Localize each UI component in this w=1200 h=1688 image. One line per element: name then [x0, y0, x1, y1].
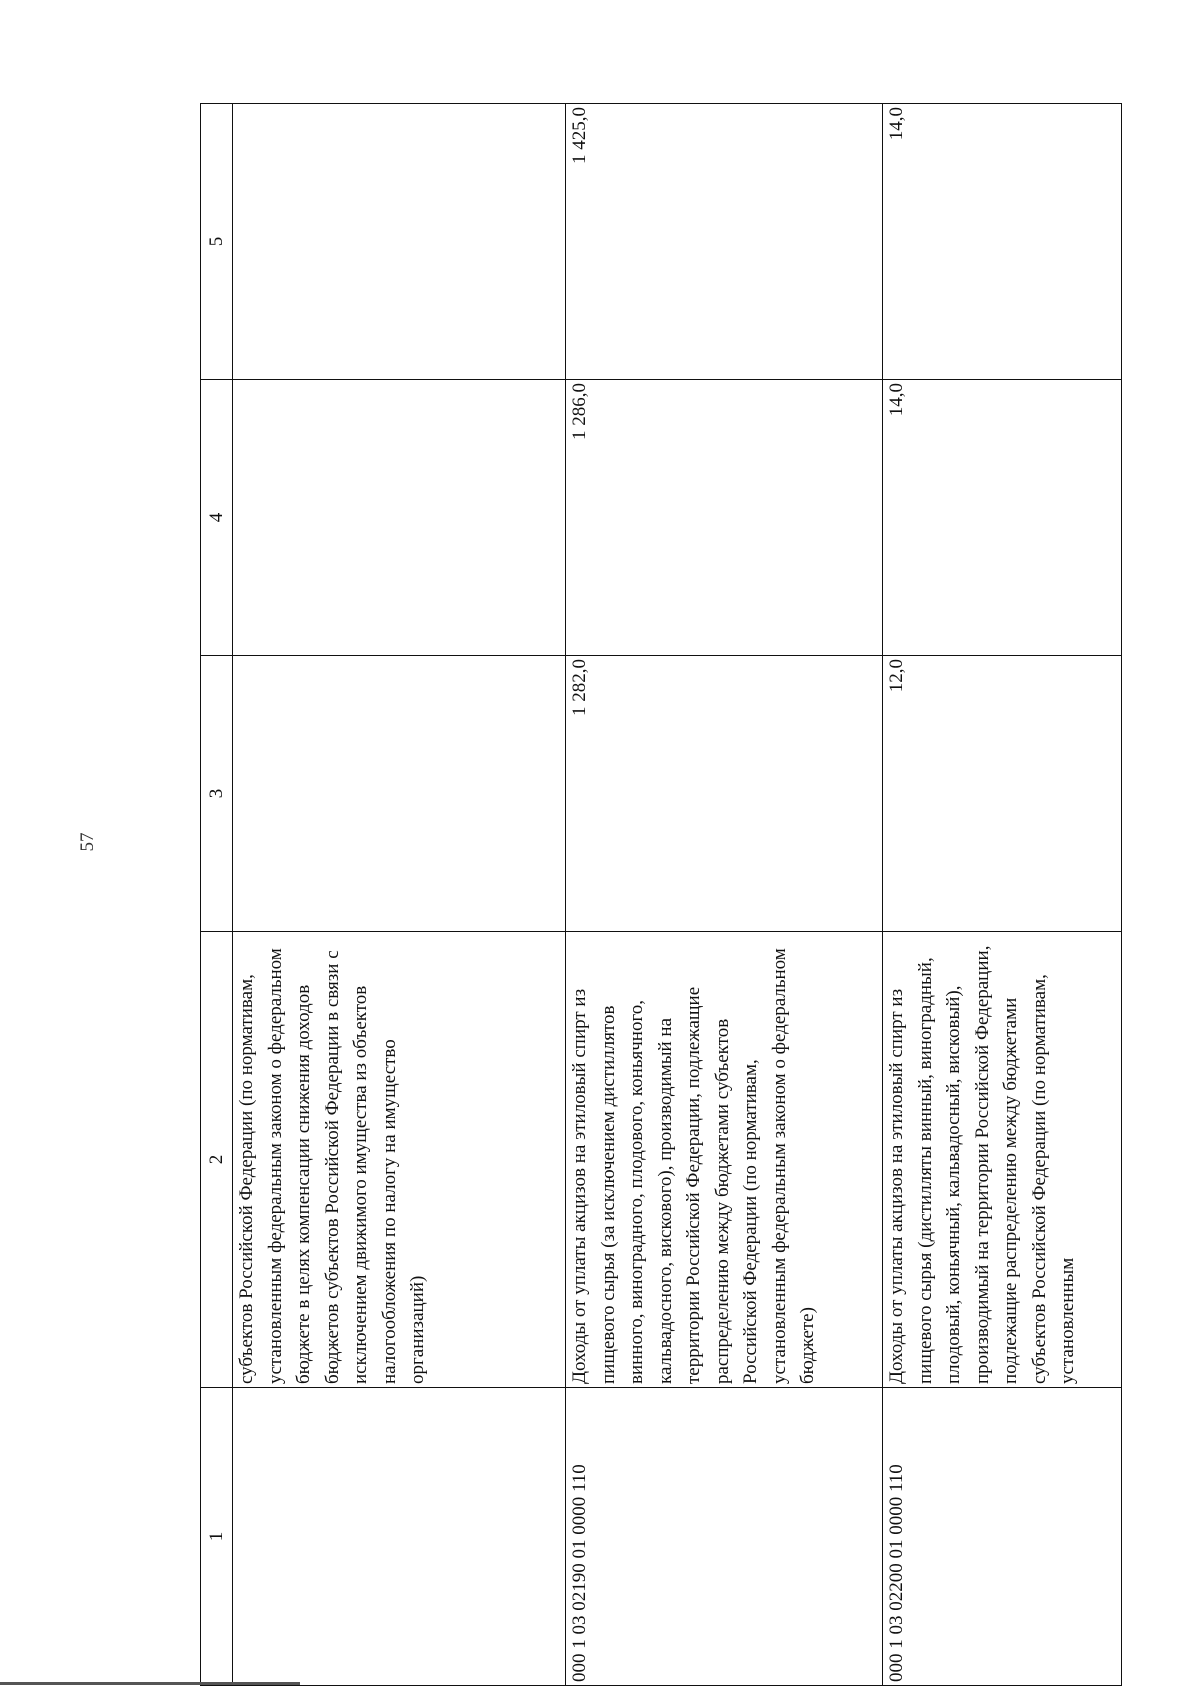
- rotated-table-frame: [200, 104, 1122, 1686]
- page-number: 57: [77, 832, 98, 852]
- value-cell-col3: 1 282,0: [566, 656, 883, 932]
- budget-code-cell: 000 1 03 02200 01 0000 110: [883, 1388, 1122, 1686]
- value-cell-col4: [233, 380, 566, 656]
- header-cell-4: 4: [201, 380, 233, 656]
- value-cell-col3: 12,0: [883, 656, 1122, 932]
- header-row: [201, 104, 233, 1686]
- header-cell-3: 3: [201, 656, 233, 932]
- header-cell-2: 2: [201, 932, 233, 1388]
- table-row: [566, 104, 883, 1686]
- table-row: [883, 104, 1122, 1686]
- scan-edge-mark: [0, 1682, 300, 1685]
- value-cell-col4: 14,0: [883, 380, 1122, 656]
- value-cell-col4: 1 286,0: [566, 380, 883, 656]
- header-cell-1: 1: [201, 1388, 233, 1686]
- value-cell-col5: 1 425,0: [566, 104, 883, 380]
- value-cell-col3: [233, 656, 566, 932]
- value-cell-col5: 14,0: [883, 104, 1122, 380]
- table-row: [233, 104, 566, 1686]
- rotated-table-content: [200, 104, 1122, 1686]
- description-cell: Доходы от уплаты акцизов на этиловый спирт из пищевого сырья (дистилляты винный, виноградный, плодовый, коньячный, кальвадосный, висковый), производимый на территории Российской Федерации, подлежащие распределению между бюджетами субъектов Российской Федерации (по нормативам, установленным: [883, 932, 1122, 1388]
- budget-code-cell: 000 1 03 02190 01 0000 110: [566, 1388, 883, 1686]
- value-cell-col5: [233, 104, 566, 380]
- budget-code-cell: [233, 1388, 566, 1686]
- header-cell-5: 5: [201, 104, 233, 380]
- description-cell: Доходы от уплаты акцизов на этиловый спирт из пищевого сырья (за исключением дистиллятов винного, виноградного, плодового, коньячного, кальвадосного, вискового), производимый на территории Российской Федерации, подлежащие распределению между бюджетами субъектов Российской Федерации (по нормативам, установленным федеральным законом о федеральном бюджете): [566, 932, 883, 1388]
- budget-table: [200, 103, 1122, 1686]
- description-cell: субъектов Российской Федерации (по нормативам, установленным федеральным законом о федеральном бюджете в целях компенсации снижения доходов бюджетов субъектов Российской Федерации в связи с исключением движимого имущества из объектов налогообложения по налогу на имущество организаций): [233, 932, 566, 1388]
